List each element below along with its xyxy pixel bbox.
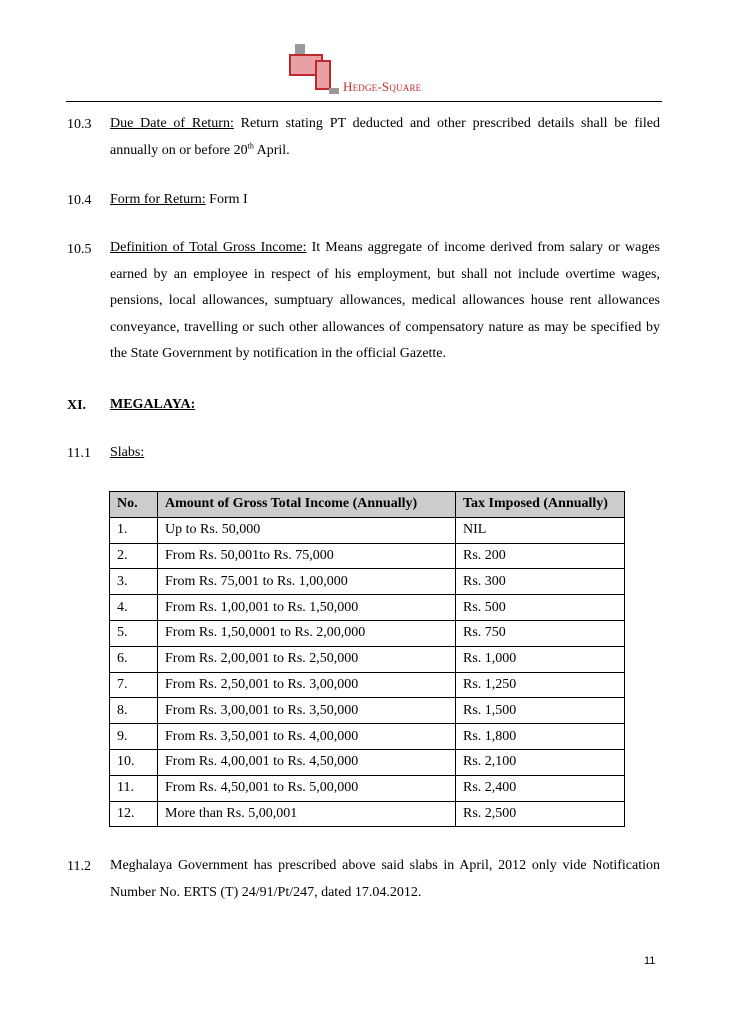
- column-header: Tax Imposed (Annually): [456, 492, 625, 518]
- tax-amount: Rs. 500: [456, 595, 625, 621]
- table-header-row: [110, 492, 625, 518]
- row-number: 7.: [110, 672, 158, 698]
- row-number: 11.: [110, 775, 158, 801]
- tax-amount: NIL: [456, 517, 625, 543]
- row-number: 10.: [110, 749, 158, 775]
- income-range: From Rs. 1,00,001 to Rs. 1,50,000: [158, 595, 456, 621]
- section-number: 11.1: [67, 446, 91, 461]
- section-10-4-text: Form for Return: Form I: [110, 192, 248, 207]
- column-header: Amount of Gross Total Income (Annually): [158, 492, 456, 518]
- row-number: 12.: [110, 801, 158, 827]
- table-row: [110, 672, 625, 698]
- section-10-5-text: Definition of Total Gross Income: It Means aggregate of income derived from salary or wages earned by an employee in respect of his employment, but shall not include overtime wages, pensions, local allowances, sumptuary allowances, medical allowances house rent allowances conveyance, travelling or such other allowances of compensatory nature as may be specified by the State Government by notification in the official Gazette.: [110, 240, 661, 361]
- section-number: XI.: [67, 398, 87, 413]
- logo-text: Hedge-Square: [343, 79, 422, 94]
- table-row: [110, 749, 625, 775]
- tax-amount: Rs. 750: [456, 620, 625, 646]
- tax-amount: Rs. 1,000: [456, 646, 625, 672]
- table-row: [110, 569, 625, 595]
- section-heading: Slabs:: [110, 445, 145, 460]
- row-number: 9.: [110, 724, 158, 750]
- income-range: From Rs. 3,50,001 to Rs. 4,00,000: [158, 724, 456, 750]
- row-number: 4.: [110, 595, 158, 621]
- income-range: From Rs. 50,001to Rs. 75,000: [158, 543, 456, 569]
- tax-amount: Rs. 2,500: [456, 801, 625, 827]
- table-row: [110, 646, 625, 672]
- income-range: From Rs. 2,50,001 to Rs. 3,00,000: [158, 672, 456, 698]
- income-range: Up to Rs. 50,000: [158, 517, 456, 543]
- page-number: 11: [644, 955, 656, 967]
- table-row: [110, 543, 625, 569]
- tax-amount: Rs. 2,400: [456, 775, 625, 801]
- income-range: From Rs. 2,00,001 to Rs. 2,50,000: [158, 646, 456, 672]
- row-number: 2.: [110, 543, 158, 569]
- income-range: From Rs. 3,00,001 to Rs. 3,50,000: [158, 698, 456, 724]
- section-number: 10.4: [67, 193, 92, 208]
- tax-amount: Rs. 1,250: [456, 672, 625, 698]
- section-xi-heading: [110, 392, 660, 419]
- income-range: From Rs. 75,001 to Rs. 1,00,000: [158, 569, 456, 595]
- row-number: 5.: [110, 620, 158, 646]
- table-row: [110, 698, 625, 724]
- income-range: From Rs. 4,00,001 to Rs. 4,50,000: [158, 749, 456, 775]
- row-number: 6.: [110, 646, 158, 672]
- income-range: More than Rs. 5,00,001: [158, 801, 456, 827]
- tax-amount: Rs. 200: [456, 543, 625, 569]
- section-10-3-text: Due Date of Return: Return stating PT deducted and other prescribed details shall be filed annually on or before 20th April.: [110, 116, 660, 158]
- section-heading: Form for Return:: [110, 192, 206, 207]
- income-range: From Rs. 1,50,0001 to Rs. 2,00,000: [158, 620, 456, 646]
- table-row: [110, 775, 625, 801]
- section-heading: Due Date of Return:: [110, 116, 234, 131]
- tax-amount: Rs. 1,500: [456, 698, 625, 724]
- table-row: [110, 517, 625, 543]
- section-number: 10.5: [67, 242, 92, 257]
- table-row: [110, 595, 625, 621]
- slabs-table: [109, 491, 625, 827]
- table-row: [110, 620, 625, 646]
- section-number: 10.3: [67, 117, 92, 132]
- table-row: [110, 801, 625, 827]
- header-divider: [66, 101, 662, 102]
- column-header: No.: [110, 492, 158, 518]
- income-range: From Rs. 4,50,001 to Rs. 5,00,000: [158, 775, 456, 801]
- section-number: 11.2: [67, 859, 91, 874]
- row-number: 8.: [110, 698, 158, 724]
- section-heading: MEGALAYA:: [110, 397, 196, 412]
- table-row: [110, 724, 625, 750]
- tax-amount: Rs. 300: [456, 569, 625, 595]
- section-11-1-heading: [110, 440, 660, 467]
- row-number: 3.: [110, 569, 158, 595]
- section-heading: Definition of Total Gross Income:: [110, 240, 307, 255]
- section-11-2-text: Meghalaya Government has prescribed above said slabs in April, 2012 only vide Notification Number No. ERTS (T) 24/91/Pt/247, dated 17.04.2012.: [110, 858, 660, 900]
- tax-amount: Rs. 1,800: [456, 724, 625, 750]
- tax-amount: Rs. 2,100: [456, 749, 625, 775]
- row-number: 1.: [110, 517, 158, 543]
